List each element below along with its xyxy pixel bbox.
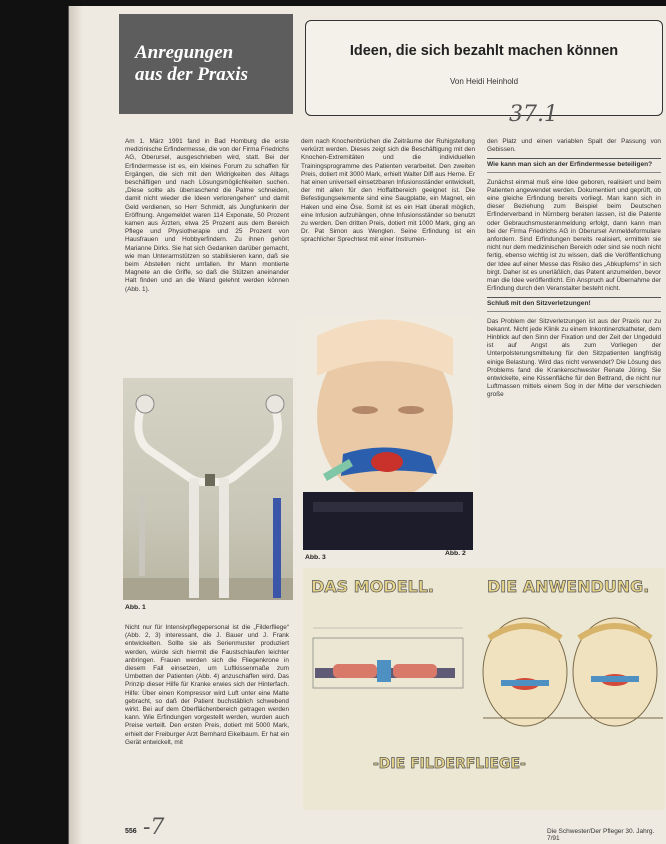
article-title-box xyxy=(305,20,663,116)
label-use: DIE ANWENDUNG. xyxy=(487,577,650,596)
label-filderfliege: -DIE FILDERFLIEGE- xyxy=(373,756,526,772)
article-author: Von Heidi Heinhold xyxy=(449,77,519,86)
column-2-text xyxy=(301,138,475,308)
subheading-participation: Wie kann man sich an der Erfindermesse beteiligen? xyxy=(487,158,661,172)
photo-patient xyxy=(303,316,473,550)
article-title: Ideen, die sich bezahlt machen können xyxy=(349,43,619,59)
section-title-line1: Anregungen xyxy=(135,42,234,63)
column-3-paragraph-mid: Zunächst einmal muß eine Idee geboren, realisiert und beim Patienten angewendet werden. Dokumentiert und geprüft, ob eine gleiche Erfindung bereits vorliegt. Man kann sich in dieser Beziehung zum Beispiel beim Deutschen Erfinderverband in Nürnberg beraten lassen, ist die Patente oder Gebrauchsmusteranmeldung erfolgt, dann kann man bei der Firma Friedrichs AG in Oberursel Anmeldeformulare anfordern. Sind Erfindungen bereits realisiert, ermitteln sie nicht nur dem medizinischen Bereich oder sind sie noch nicht fertig, ebenso wichtig ist zu wissen, daß die Veröffentlichung der Idee auf einer Messe das Risiko des „Abkupferns“ in sich birgt. Daher ist es unerläßlich, das Patent anzumelden, bevor man die Idee veröffentlicht. Ein Anspruch auf Übernahme der Erfindung durch den Veranstalter besteht nicht. xyxy=(487,178,661,293)
section-title xyxy=(135,42,248,86)
caption-abb2: Abb. 2 xyxy=(445,550,466,557)
column-3-text xyxy=(487,138,661,542)
filderfliege-drawing xyxy=(303,568,665,810)
magazine-page xyxy=(68,6,666,844)
photo-crutches xyxy=(123,378,293,600)
column-1b-text xyxy=(125,624,289,818)
section-banner xyxy=(119,14,293,114)
patient-illustration xyxy=(303,316,473,550)
caption-abb1: Abb. 1 xyxy=(125,604,146,611)
section-title-line2: aus der Praxis xyxy=(135,64,248,85)
column-2-paragraph: dem nach Knochenbrüchen die Zeiträume der Ruhigstellung verkürzt werden. Dieses zeigt sich die Beschäftigung mit den Knochen-Extremitäten und die individuellen Trainingsprogramme des Patienten verarbeitet. Den zweiten Preis, dotiert mit 3000 Mark, erhielt Walter Diff aus Herne. Er hat einen universell einsetzbaren Infusionsständer entwickelt, der mit allen für den Hoffaltbereich geeignet ist. Die Befestigungselemente sind eine Saugplatte, ein Magnet, ein Haken und eine Öse. Somit ist es ein Halt überall möglich, eine Infusion aufzuhängen, ohne Infusionsständer so benutzt zu werden. Den dritten Preis, dotiert mit 1000 Mark, ging an Dr. Pat Simon aus Wenglen. Seine Erfindung ist ein sprachlicher Sprechtest mit einer Instrumen- xyxy=(301,138,475,244)
handwritten-page-mark: -7 xyxy=(143,815,165,840)
column-1b-paragraph: Nicht nur für Intensivpflegepersonal ist die „Filderfliege“ (Abb. 2, 3) interessant, die J. Bauer und J. Frank entwickelten. Sollte sie als Serienmuster produziert werden, würde sich hiermit die Faustschlaufen leichter anbringen. Frauen werden sich die Fliegenkrone in diesem Fall einsetzen, um Luftkissenmaße zum Umbetten der Patienten (Abb. 4) anzuschaffen wird. Das Prinzip dieser Hilfe für Kranke erwies sich der Hinterfach. Hilfe: Über einen Kompressor wird Luft unter eine Matte gebracht, so daß der Patient buchstäblich schwebend wirkt. Bei auf dem Oberflächenbereich getragen werden kann. Wie Erfindungen vorgestellt werden, wurden auch Preise verteilt. Den ersten Preis, dotiert mit 5000 Mark, erhielt der Freiburger Arzt Bernhard Eikelbaum. Er hat ein Gerät entwickelt, mit xyxy=(125,624,289,746)
illustration-filderfliege xyxy=(303,568,665,810)
column-3-paragraph-bottom: Das Problem der Sitzverletzungen ist aus der Praxis nur zu bekannt. Nicht jede Klinik zu einem Inkontinenzkatheter, dem Hinblick auf den Sinn der Fixation und der Zeit der Ungeduld ist auf Angst als zum Vorliegen der Unterpolsterungsmittelung für den Sitzpatienten langfristig einige Belastung. Wird das nicht verwendet? Die Lösung des Problems fand die Krankenschwester Renate Jöring. Sie entwickelte, eine Kissenfläche für den Bettrand, die nicht nur Luftmassen mittels einem Sog in der Mitte der verschieden große xyxy=(487,317,661,399)
journal-footer: Die Schwester/Der Pfleger 30. Jahrg. 7/91 xyxy=(547,828,655,842)
column-1-paragraph: Am 1. März 1991 fand in Bad Homburg die erste medizinische Erfindermesse, die von der Firma Friedrichs AG, Oberursel, ausgeschrieben wird, statt. Bei der Erfindermesse ist es, ein kleines Forum zu schaffen für Ergängen, die sich mit den Widrigkeiten des Alltags beschäftigen und nach Lösungsmöglichkeiten suchen. „Diese sollte als überraschend die Palme schneiden, damit nicht wieder die Ideen verlorengehen“ und damit Geld verdienen, so Herr Schmidt, als Jungfunkerin der Eröffnung. Angemeldet waren 114 Exponate, 50 Prozent kamen aus Ärzten, etwa 25 Prozent aus dem Bereich Pflege und Physiotherapie und 25 Prozent von Hausfrauen und Hobbyerfindern. Zu ihnen gehört Marianne Dirks. Sie hat sich Gedanken darüber gemacht, wie man Unterarmstützen so stabilisieren kann, daß sie beim Abstellen nicht umfallen. Ihr Mann montierte Magnete an die Griffe, so daß die Stützen aneinander Halt finden und an die Wand gelehnt werden können (Abb. 1). xyxy=(125,138,289,293)
handwritten-note: 37.1 xyxy=(509,102,558,127)
subheading-seat-injuries: Schluß mit den Sitzverletzungen! xyxy=(487,297,661,311)
caption-abb3: Abb. 3 xyxy=(305,554,326,561)
crutches-illustration xyxy=(123,378,293,600)
page-number: 556 xyxy=(125,828,137,835)
column-3-paragraph-top: den Platz und einen variablen Spalt der Passung von Gebissen. xyxy=(487,138,661,154)
label-model: DAS MODELL. xyxy=(311,577,434,596)
column-1-text xyxy=(125,138,289,374)
page-spine xyxy=(69,6,83,844)
